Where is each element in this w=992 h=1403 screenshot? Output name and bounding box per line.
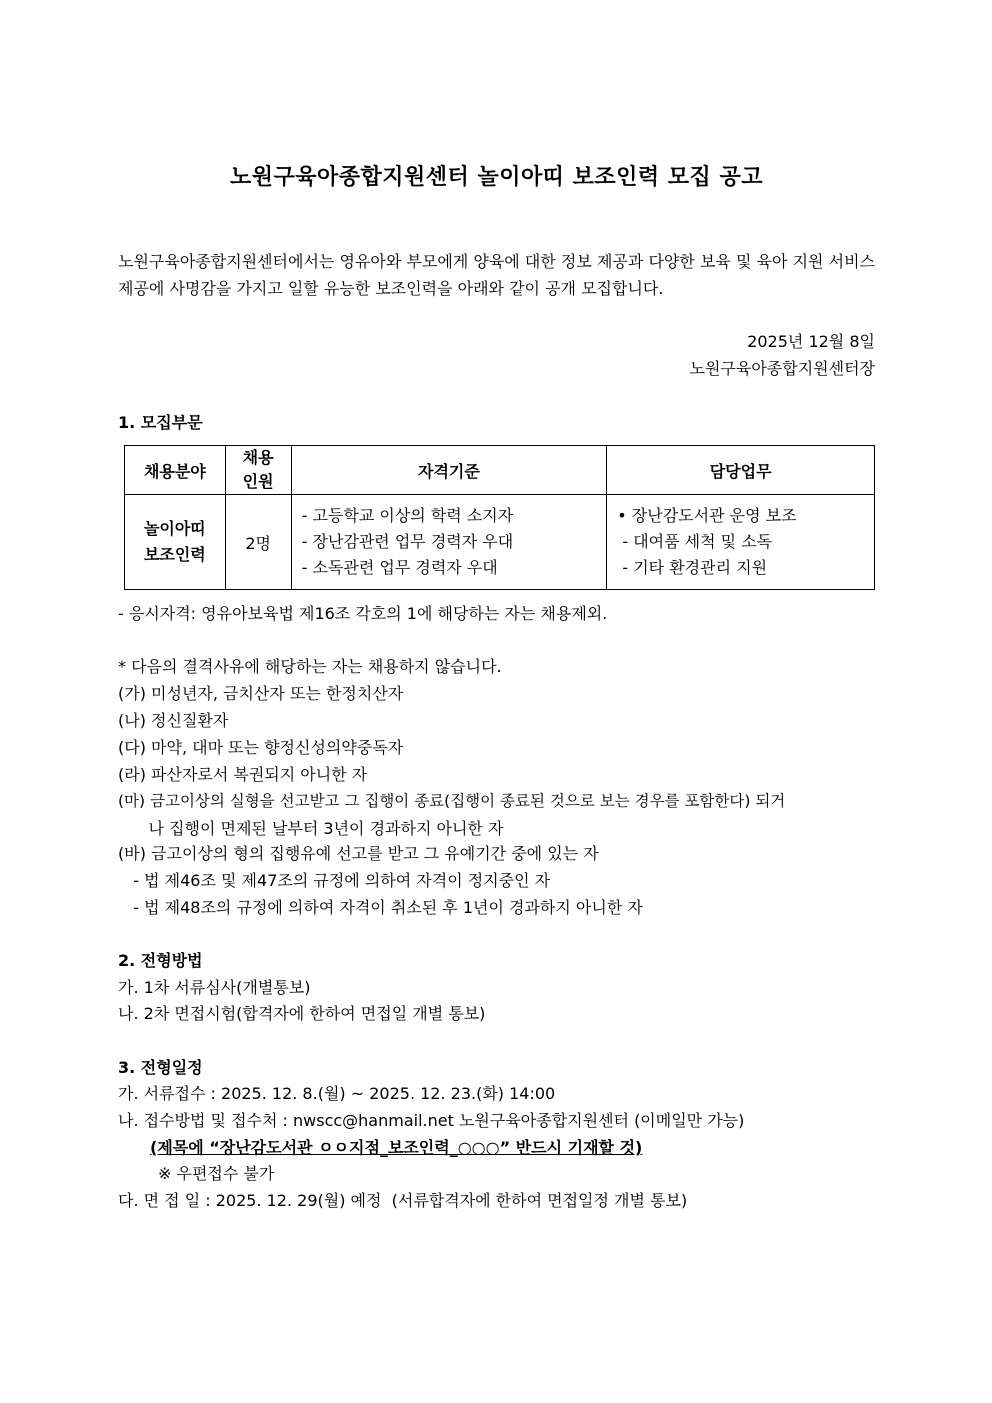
issuer: 노원구육아종합지원센터장 bbox=[689, 359, 875, 378]
disqualify-item: (라) 파산자로서 복권되지 아니한 자 bbox=[118, 765, 368, 784]
disqualify-item: (바) 금고이상의 형의 집행유예 선고를 받고 그 유예기간 중에 있는 자 bbox=[118, 844, 599, 863]
disqualify-item: - 법 제48조의 규정에 의하여 자격이 취소된 후 1년이 경과하지 아니한 자 bbox=[118, 898, 643, 917]
eligibility-note: - 응시자격: 영유아보육법 제16조 각호의 1에 해당하는 자는 채용제외. bbox=[118, 604, 608, 623]
doc-receipt-schedule: 가. 서류접수 : 2025. 12. 8.(월) ~ 2025. 12. 23.(화) 14:00 bbox=[118, 1084, 556, 1103]
cell-duties bbox=[607, 495, 875, 590]
cell-field bbox=[125, 495, 226, 590]
section2-heading: 2. 전형방법 bbox=[118, 951, 203, 970]
disqualify-item: - 법 제46조 및 제47조의 규정에 의하여 자격이 정지중인 자 bbox=[118, 871, 551, 890]
field-line2: 보조인력 bbox=[143, 545, 206, 564]
duty-item: • 장난감도서관 운영 보조 bbox=[617, 506, 797, 525]
selection-step: 나. 2차 면접시험(합격자에 한하여 면접일 개별 통보) bbox=[118, 1004, 486, 1023]
disqualify-intro: * 다음의 결격사유에 해당하는 자는 채용하지 않습니다. bbox=[118, 657, 502, 676]
announcement-date: 2025년 12월 8일 bbox=[747, 332, 875, 351]
page-title: 노원구육아종합지원센터 놀이아띠 보조인력 모집 공고 bbox=[230, 165, 763, 190]
qualification-item: - 장난감관련 업무 경력자 우대 bbox=[301, 532, 514, 551]
header-count-label: 채용 인원 bbox=[242, 448, 274, 491]
section3-heading: 3. 전형일정 bbox=[118, 1058, 203, 1077]
duty-item: - 대여품 세척 및 소독 bbox=[617, 532, 773, 551]
header-duties: 담당업무 bbox=[607, 446, 875, 495]
disqualify-item: 나 집행이 면제된 날부터 3년이 경과하지 아니한 자 bbox=[118, 819, 504, 838]
cell-count: 2명 bbox=[225, 495, 291, 590]
date-block bbox=[690, 328, 875, 382]
disqualify-item: (다) 마약, 대마 또는 향정신성의약중독자 bbox=[118, 738, 404, 757]
cell-qualifications bbox=[291, 495, 607, 590]
email-subject-note: (제목에 “장난감도서관 ㅇㅇ지점_보조인력_○○○” 반드시 기재할 것) bbox=[150, 1138, 643, 1157]
postal-note: ※ 우편접수 불가 bbox=[158, 1164, 275, 1183]
section1-heading: 1. 모집부문 bbox=[118, 413, 203, 432]
header-qualification: 자격기준 bbox=[291, 446, 607, 495]
disqualify-item: (나) 정신질환자 bbox=[118, 711, 229, 730]
table-row bbox=[125, 495, 875, 590]
duty-item: - 기타 환경관리 지원 bbox=[617, 558, 768, 577]
header-field: 채용분야 bbox=[125, 446, 226, 495]
disqualify-item: (가) 미성년자, 금치산자 또는 한정치산자 bbox=[118, 684, 404, 703]
qualification-item: - 소독관련 업무 경력자 우대 bbox=[301, 558, 498, 577]
intro-paragraph: 노원구육아종합지원센터에서는 영유아와 부모에게 양육에 대한 정보 제공과 다양한 보육 및 육아 지원 서비스 제공에 사명감을 가지고 일할 유능한 보조인력을 아래와 같이 공개 모집합니다. bbox=[118, 252, 875, 298]
recruitment-table bbox=[124, 445, 875, 590]
receipt-method bbox=[118, 1108, 744, 1131]
field-line1: 놀이아띠 bbox=[143, 519, 206, 538]
qualification-item: - 고등학교 이상의 학력 소지자 bbox=[301, 506, 514, 525]
table-header-row bbox=[125, 446, 875, 495]
selection-step: 가. 1차 서류심사(개별통보) bbox=[118, 978, 311, 997]
disqualify-item: (마) 금고이상의 실형을 선고받고 그 집행이 종료(집행이 종료된 것으로 보는 경우를 포함한다) 되거 bbox=[118, 792, 786, 810]
interview-schedule: 다. 면 접 일 : 2025. 12. 29(월) 예정 (서류합격자에 한하여 면접일정 개별 통보) bbox=[118, 1191, 688, 1210]
header-count bbox=[225, 446, 291, 495]
receipt-method-text: 나. 접수방법 및 접수처 : nwscc@hanmail.net 노원구육아종합지원센터 (이메일만 가능) bbox=[118, 1111, 745, 1130]
